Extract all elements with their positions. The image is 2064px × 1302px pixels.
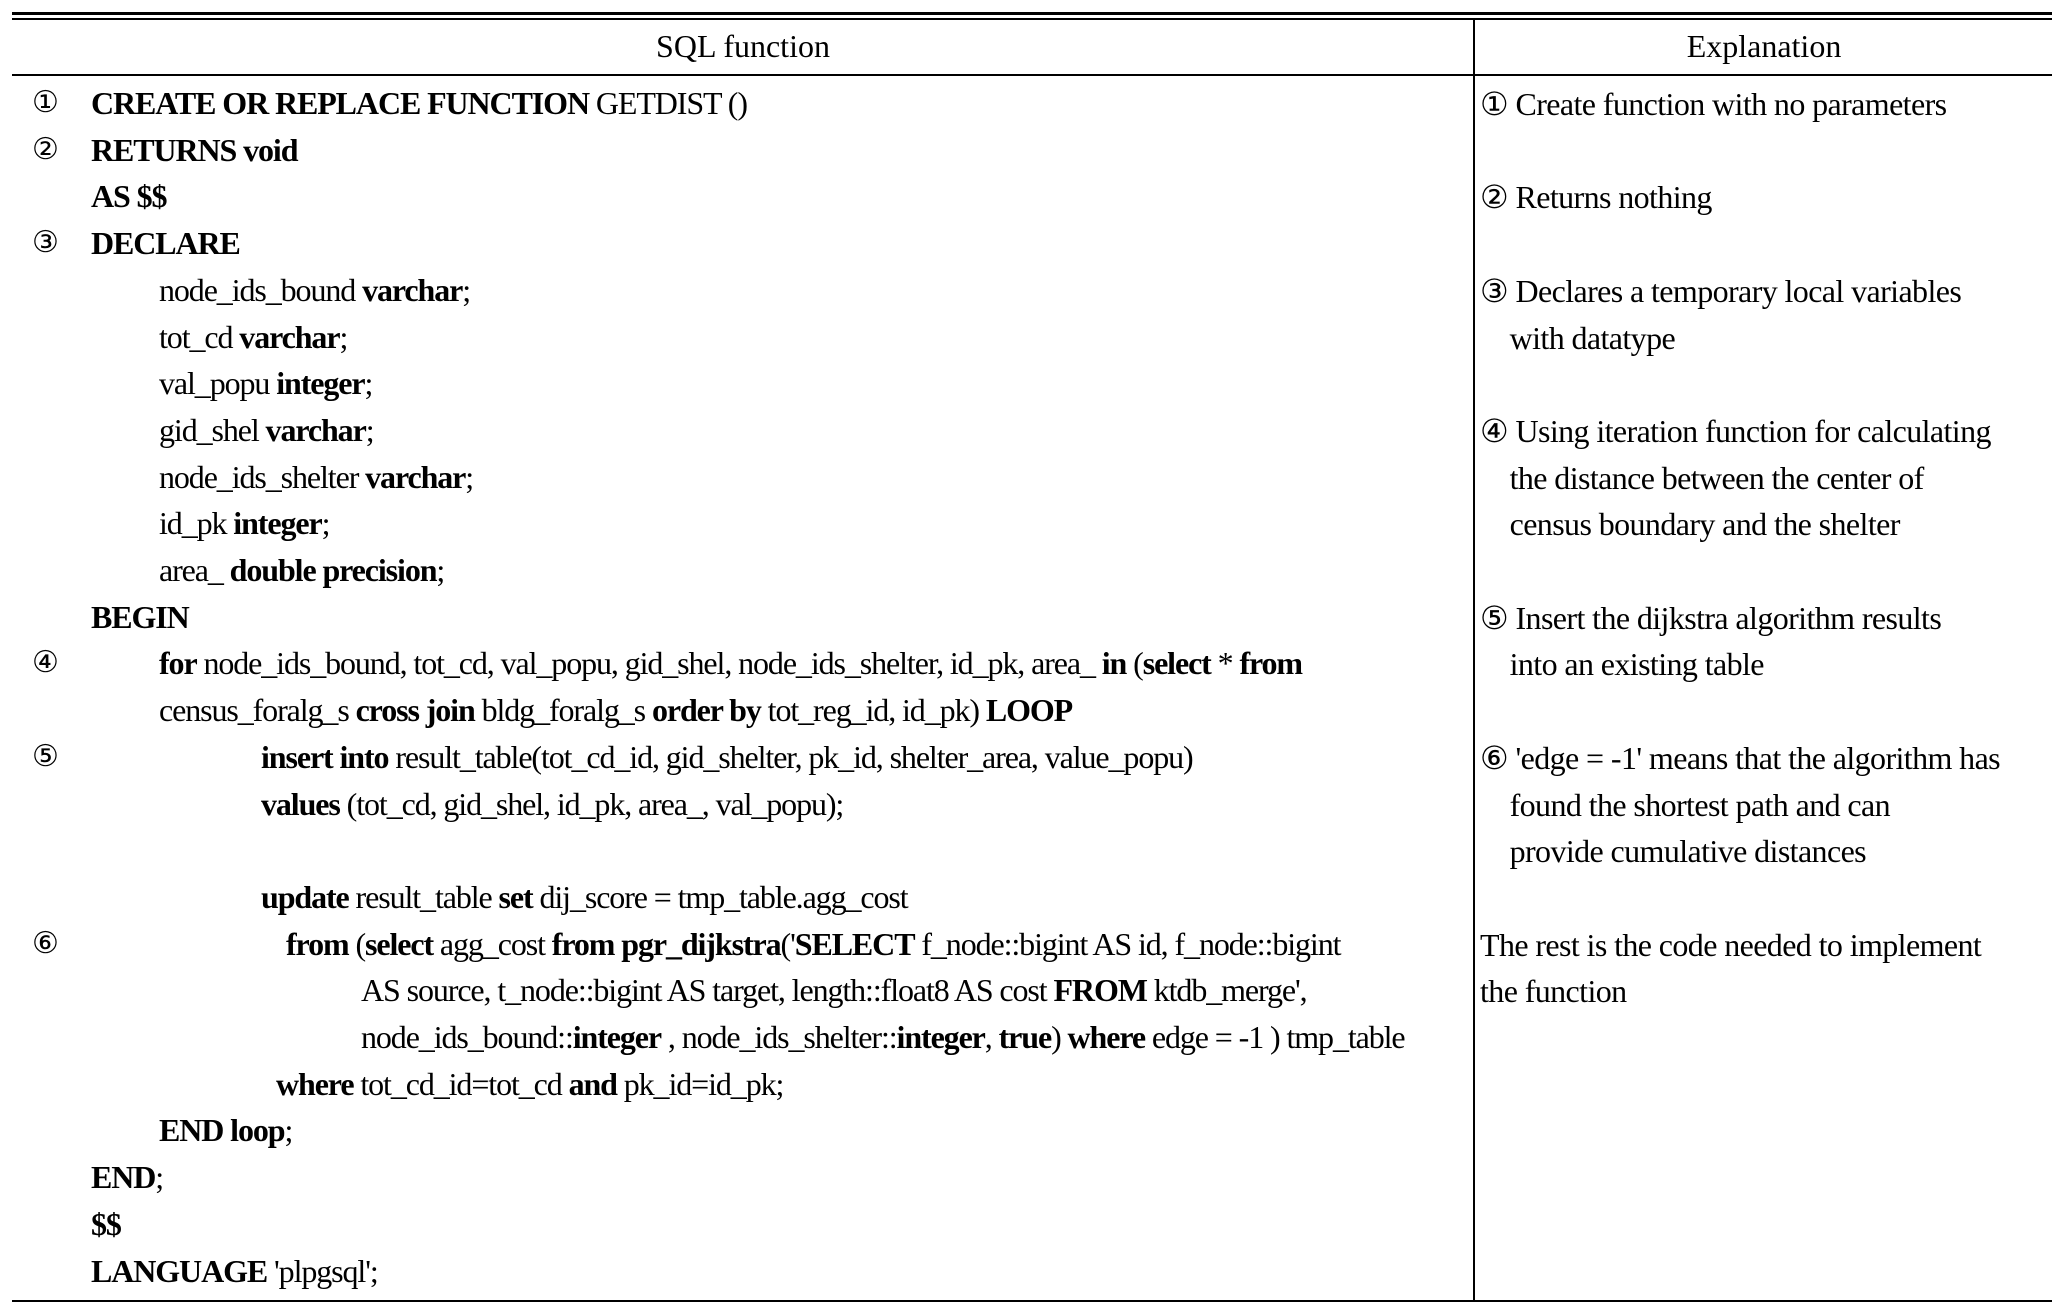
sql-keyword: for (159, 645, 197, 682)
code-text: , node_ids_shelter:: (661, 1019, 897, 1055)
sql-keyword: cross join (355, 692, 475, 729)
explanation-text: ② Returns nothing (1480, 179, 1712, 216)
code-text: ; (284, 1112, 293, 1149)
code-text: node_ids_bound:: (361, 1019, 573, 1055)
code-text: ; (155, 1159, 164, 1196)
sql-keyword: varchar (365, 458, 466, 495)
sql-keyword: RETURNS void (91, 131, 298, 168)
sql-keyword: END loop (159, 1112, 285, 1149)
code-text: ; (321, 505, 330, 542)
sql-keyword: varchar (239, 318, 340, 355)
sql-keyword: where (276, 1065, 354, 1102)
code-text: dij_score = tmp_table.agg_cost (532, 878, 908, 915)
code-line (91, 174, 166, 220)
code-text: 'plpgsql'; (267, 1252, 378, 1289)
sql-function-header: SQL function (656, 28, 830, 64)
code-text: ) (1051, 1019, 1068, 1055)
sql-keyword: BEGIN (91, 598, 189, 635)
header-bottom-rule (12, 74, 2052, 76)
code-line (159, 641, 1302, 687)
sql-keyword: true (998, 1019, 1052, 1055)
code-text: node_ids_bound, tot_cd, val_popu, gid_shel, node_ids_shelter, id_pk, area_ (196, 645, 1102, 682)
explanation-text: ⑤ Insert the dijkstra algorithm results (1480, 599, 1942, 636)
code-text: census_foralg_s (159, 692, 356, 729)
explanation-text: the function (1480, 973, 1627, 1010)
sql-keyword: integer (233, 505, 322, 542)
code-text: gid_shel (159, 411, 266, 448)
sql-keyword: FROM (1053, 972, 1147, 1009)
sql-keyword: $$ (91, 1205, 121, 1242)
sql-keyword: varchar (265, 411, 366, 448)
code-text: ( (1126, 645, 1143, 682)
code-line (159, 501, 329, 547)
code-line (91, 128, 297, 174)
code-text: agg_cost (433, 925, 552, 962)
code-line (159, 408, 373, 454)
code-line (91, 1202, 121, 1248)
explanation-text: into an existing table (1480, 646, 1764, 683)
sql-keyword: integer (276, 365, 365, 402)
code-line (361, 968, 1307, 1014)
code-line (261, 782, 843, 828)
code-text: ; (465, 458, 474, 495)
sql-keyword: from (286, 925, 349, 962)
code-line (159, 268, 470, 314)
sql-keyword: order by (651, 692, 761, 729)
code-text: area_ (159, 552, 230, 588)
sql-keyword: integer (572, 1019, 661, 1055)
code-text: val_popu (159, 365, 277, 402)
code-text: result_table(tot_cd_id, gid_shelter, pk_id, shelter_area, value_popu) (388, 738, 1193, 775)
sql-keyword: set (498, 878, 533, 915)
sql-keyword: insert into (261, 738, 389, 775)
code-line (159, 548, 444, 594)
code-text: edge = -1 ) tmp_table (1145, 1019, 1405, 1055)
code-text: tot_cd_id=tot_cd (353, 1065, 569, 1102)
code-text: ; (339, 318, 348, 355)
code-text: (' (780, 925, 795, 962)
code-text: * (1210, 645, 1240, 682)
sql-keyword: END (91, 1159, 156, 1196)
code-text: node_ids_shelter (159, 458, 366, 495)
code-line (261, 875, 908, 921)
explanation-text: with datatype (1480, 319, 1676, 356)
explanation-text: census boundary and the shelter (1480, 506, 1900, 543)
code-text: (tot_cd, gid_shel, id_pk, area_, val_popu); (339, 785, 844, 822)
sql-keyword: select (365, 925, 434, 962)
sql-keyword: where (1067, 1019, 1145, 1055)
code-text: tot_cd (159, 318, 240, 355)
explanation-text: found the shortest path and can (1480, 786, 1891, 823)
code-line (276, 1062, 783, 1108)
line-number-marker: ⑥ (32, 926, 59, 960)
explanation-text: the distance between the center of (1480, 459, 1924, 496)
code-line (361, 1015, 1405, 1061)
explanation-text: ③ Declares a temporary local variables (1480, 272, 1962, 309)
sql-keyword: integer (896, 1019, 985, 1055)
table-top-rule-inner (12, 18, 2052, 20)
code-text: ; (462, 271, 470, 308)
sql-keyword: update (261, 878, 349, 915)
sql-keyword: double precision (229, 552, 437, 588)
code-line (91, 595, 189, 641)
code-text: pk_id=id_pk; (616, 1065, 784, 1102)
line-number-marker: ⑤ (32, 739, 59, 773)
code-text: node_ids_bound (159, 271, 363, 308)
code-line (159, 688, 1072, 734)
sql-keyword: from (1239, 645, 1302, 682)
sql-keyword: from (551, 925, 615, 962)
code-text: , (984, 1019, 999, 1055)
explanation-text: ④ Using iteration function for calculating (1480, 412, 1991, 449)
code-text: result_table (348, 878, 499, 915)
line-number-marker: ① (32, 86, 59, 119)
table-top-rule (12, 12, 2052, 15)
code-line (159, 315, 347, 361)
explanation-text: provide cumulative distances (1480, 833, 1867, 870)
column-divider (1473, 18, 1475, 1302)
code-line (91, 221, 240, 267)
sql-keyword: CREATE OR REPLACE FUNCTION (91, 85, 589, 121)
sql-keyword: SELECT (794, 925, 915, 962)
code-text: ; (364, 365, 373, 402)
sql-keyword: select (1142, 645, 1211, 682)
line-number-marker: ② (32, 132, 59, 166)
code-line (286, 922, 1340, 968)
code-text: ; (365, 411, 374, 448)
line-number-marker: ③ (32, 226, 59, 260)
explanation-header: Explanation (1686, 28, 1842, 64)
explanation-text: ⑥ 'edge = -1' means that the algorithm has (1480, 739, 2001, 776)
code-line (261, 735, 1193, 781)
code-text: tot_reg_id, id_pk) (760, 692, 986, 729)
code-text: ; (436, 552, 445, 588)
explanation-text: ① Create function with no parameters (1480, 86, 1947, 122)
explanation-text: The rest is the code needed to implement (1480, 926, 1982, 963)
code-line (91, 1155, 163, 1201)
code-text: AS source, t_node::bigint AS target, length::float8 AS cost (361, 972, 1054, 1009)
sql-keyword: pgr_dijkstra (621, 925, 781, 962)
sql-keyword: and (568, 1065, 617, 1102)
sql-keyword: LOOP (985, 692, 1073, 729)
code-line (91, 1249, 378, 1295)
sql-keyword: varchar (362, 271, 463, 308)
code-line (159, 1108, 292, 1154)
code-line (159, 455, 473, 501)
sql-keyword: AS $$ (91, 178, 167, 215)
code-line (159, 361, 372, 407)
sql-keyword: LANGUAGE (91, 1252, 268, 1289)
code-line (91, 81, 747, 127)
code-text: ktdb_merge', (1146, 972, 1307, 1009)
code-text: GETDIST () (588, 85, 747, 121)
line-number-marker: ④ (32, 646, 59, 680)
code-text: bldg_foralg_s (474, 692, 652, 729)
sql-keyword: in (1101, 645, 1127, 682)
sql-keyword: values (261, 785, 340, 822)
code-text: f_node::bigint AS id, f_node::bigint (914, 925, 1341, 962)
code-text: id_pk (159, 505, 234, 542)
code-text: ( (348, 925, 366, 962)
sql-keyword: DECLARE (91, 225, 240, 262)
